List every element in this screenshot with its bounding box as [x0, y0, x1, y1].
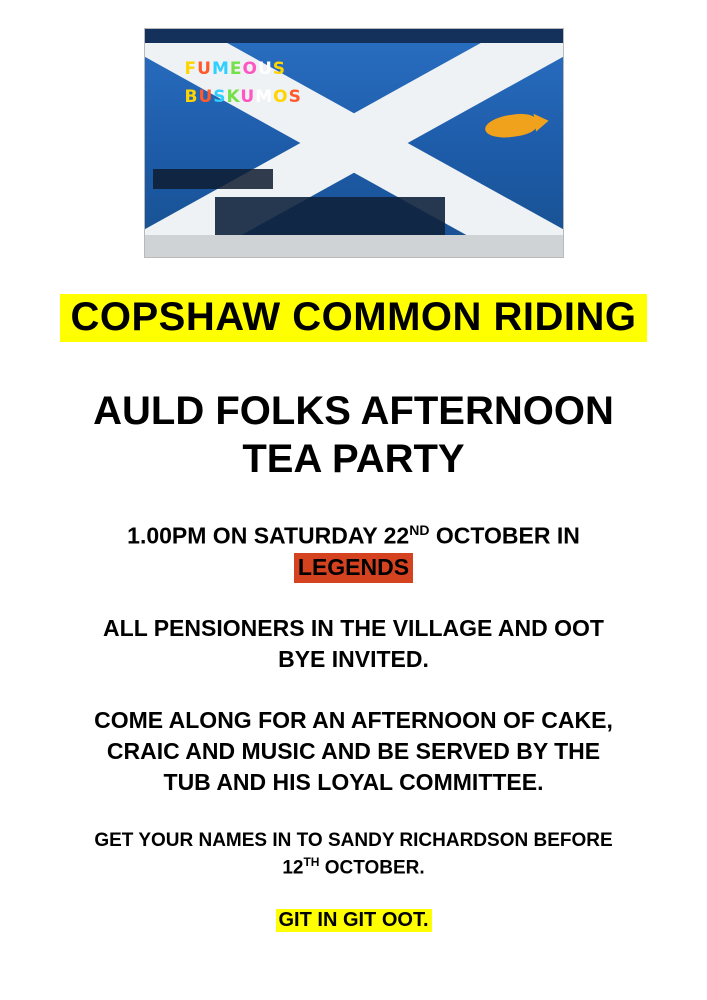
photo-shadow-left: [153, 169, 273, 189]
poster-title: COPSHAW COMMON RIDING: [70, 295, 637, 339]
rsvp-line-1: GET YOUR NAMES IN TO SANDY RICHARDSON BEFORE: [94, 830, 613, 852]
event-time-date: 1.00PM ON SATURDAY 22: [127, 522, 410, 549]
rsvp-text: [39, 828, 669, 881]
rsvp-day: 12: [282, 857, 304, 879]
event-month: OCTOBER IN: [429, 522, 580, 549]
photo-top-edge: [145, 29, 563, 43]
event-venue: LEGENDS: [294, 553, 413, 583]
headline-line-2: TEA PARTY: [242, 436, 465, 481]
poster-headline: [34, 388, 674, 482]
invitation-line-2: BYE INVITED.: [278, 646, 429, 673]
banner-lettering: [185, 55, 415, 117]
body-line-1: COME ALONG FOR AN AFTERNOON OF CAKE,: [94, 707, 613, 734]
rsvp-month: OCTOBER.: [319, 857, 425, 879]
photo-shadow-bottom: [215, 197, 445, 235]
title-highlight-band: [60, 294, 646, 342]
banner-line-2: BUSKUMOS: [184, 87, 302, 107]
body-text: [49, 705, 659, 798]
body-line-3: TUB AND HIS LOYAL COMMITTEE.: [163, 769, 544, 796]
headline-line-1: AULD FOLKS AFTERNOON: [93, 389, 614, 434]
saltire-flag-photo: [144, 28, 564, 258]
photo-bottom-edge: [145, 235, 563, 257]
rsvp-line-2: [39, 854, 669, 881]
date-ordinal-suffix: ND: [409, 521, 430, 538]
closing-slogan: GIT IN GIT OOT.: [276, 909, 432, 932]
rsvp-ordinal-suffix: TH: [303, 855, 320, 870]
banner-line-1: FUMEOUS: [184, 59, 286, 79]
invitation-text: [49, 613, 659, 675]
event-datetime: [34, 521, 674, 583]
body-line-2: CRAIC AND MUSIC AND BE SERVED BY THE: [106, 738, 601, 765]
invitation-line-1: ALL PENSIONERS IN THE VILLAGE AND OOT: [103, 615, 604, 642]
